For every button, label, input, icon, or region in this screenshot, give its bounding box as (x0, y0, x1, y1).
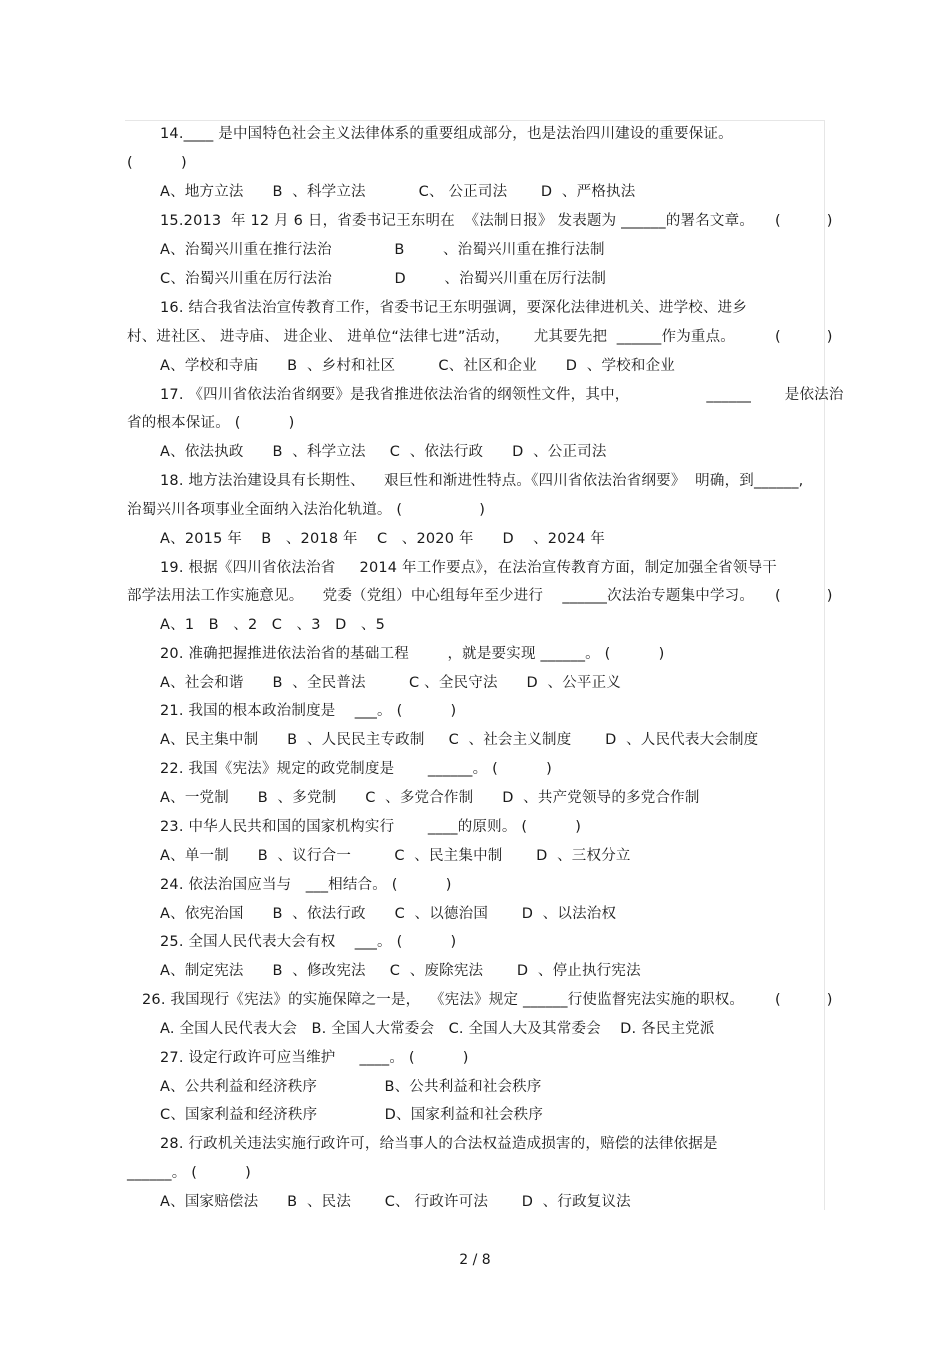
question-18: 18. 地方法治建设具有长期性、 艰巨性和渐进性特点。《四川省依法治省纲要》 明确，到______, (160, 473, 804, 489)
question-15: 15.2013 年 12 月 6 日，省委书记王东明在 《法制日报》 发表题为 ______的署名文章。 (160, 213, 755, 229)
question-19-options: A、1 B 、2 C 、3 D 、5 (160, 617, 386, 633)
question-19-answer-blank: ( ) (775, 588, 833, 604)
question-27-options-ab: A、公共利益和经济秩序 B、公共利益和社会秩序 (160, 1079, 542, 1095)
question-24: 24. 依法治国应当与 ___相结合。 ( ) (160, 877, 452, 893)
question-26: 26. 我国现行《宪法》的实施保障之一是， 《宪法》规定 ______行使监督宪法实施的职权。 (142, 992, 745, 1008)
question-26-options: A. 全国人民代表大会 B. 全国人大常委会 C. 全国人大及其常委会 D. 各民主党派 (160, 1021, 715, 1037)
question-19-continued: 部学法用法工作实施意见。 党委（党组）中心组每年至少进行 ______次法治专题集中学习。 (127, 588, 755, 604)
question-15-options-cd: C、治蜀兴川重在厉行法治 D 、治蜀兴川重在厉行法制 (160, 271, 607, 287)
question-18-continued: 治蜀兴川各项事业全面纳入法治化轨道。 ( ) (127, 502, 486, 518)
question-17: 17. 《四川省依法治省纲要》是我省推进依法治省的纲领性文件，其中， ______ 是依法治 (160, 387, 844, 403)
question-17-continued: 省的根本保证。 ( ) (127, 415, 295, 431)
question-26-answer-blank: ( ) (775, 992, 833, 1008)
question-14-answer-blank: ( ) (127, 155, 187, 171)
page-frame-top (125, 120, 825, 121)
question-15-options-ab: A、治蜀兴川重在推行法治 B 、治蜀兴川重在推行法制 (160, 242, 605, 258)
question-22-options: A、一党制 B 、多党制 C 、多党合作制 D 、共产党领导的多党合作制 (160, 790, 700, 806)
question-23-options: A、单一制 B 、议行合一 C 、民主集中制 D 、三权分立 (160, 848, 631, 864)
question-23: 23. 中华人民共和国的国家机构实行 ____的原则。 ( ) (160, 819, 582, 835)
question-28-options: A、国家赔偿法 B 、民法 C、 行政许可法 D 、行政复议法 (160, 1194, 631, 1210)
question-25: 25. 全国人民代表大会有权 ___。 ( ) (160, 934, 457, 950)
page-number: 2 / 8 (459, 1252, 491, 1268)
question-14-options: A、地方立法 B 、科学立法 C、 公正司法 D 、严格执法 (160, 184, 636, 200)
question-24-options: A、依宪治国 B 、依法行政 C 、以德治国 D 、以法治权 (160, 906, 617, 922)
question-22: 22. 我国《宪法》规定的政党制度是 ______。 ( ) (160, 761, 552, 777)
question-16-answer-blank: ( ) (775, 329, 833, 345)
question-27-options-cd: C、国家利益和经济秩序 D、国家利益和社会秩序 (160, 1107, 544, 1123)
question-27: 27. 设定行政许可应当维护 ____。 ( ) (160, 1050, 469, 1066)
question-16-options: A、学校和寺庙 B 、乡村和社区 C、社区和企业 D 、学校和企业 (160, 358, 675, 374)
question-25-options: A、制定宪法 B 、修改宪法 C 、废除宪法 D 、停止执行宪法 (160, 963, 641, 979)
question-17-options: A、依法执政 B 、科学立法 C 、依法行政 D 、公正司法 (160, 444, 607, 460)
question-15-answer-blank: ( ) (775, 213, 833, 229)
question-28: 28. 行政机关违法实施行政许可，给当事人的合法权益造成损害的，赔偿的法律依据是 (160, 1136, 718, 1152)
question-14: 14.____ 是中国特色社会主义法律体系的重要组成部分，也是法治四川建设的重要保证。 (160, 126, 733, 142)
question-16-continued: 村、进社区、 进寺庙、 进企业、 进单位“法律七进”活动， 尤其要先把 ______作为重点。 (127, 329, 736, 345)
page-frame-right (824, 120, 825, 1210)
question-18-options: A、2015 年 B 、2018 年 C 、2020 年 D 、2024 年 (160, 531, 606, 547)
question-19: 19. 根据《四川省依法治省 2014 年工作要点》，在法治宣传教育方面，制定加强全省领导干 (160, 560, 777, 576)
question-21-options: A、民主集中制 B 、人民民主专政制 C 、社会主义制度 D 、人民代表大会制度 (160, 732, 759, 748)
question-20-options: A、社会和谐 B 、全民普法 C 、全民守法 D 、公平正义 (160, 675, 621, 691)
question-20: 20. 准确把握推进依法治省的基础工程 ，就是要实现 ______。 ( ) (160, 646, 665, 662)
question-21: 21. 我国的根本政治制度是 ___。 ( ) (160, 703, 457, 719)
question-28-continued: ______。 ( ) (127, 1165, 252, 1181)
question-16: 16. 结合我省法治宣传教育工作，省委书记王东明强调，要深化法律进机关、进学校、进乡 (160, 300, 748, 316)
